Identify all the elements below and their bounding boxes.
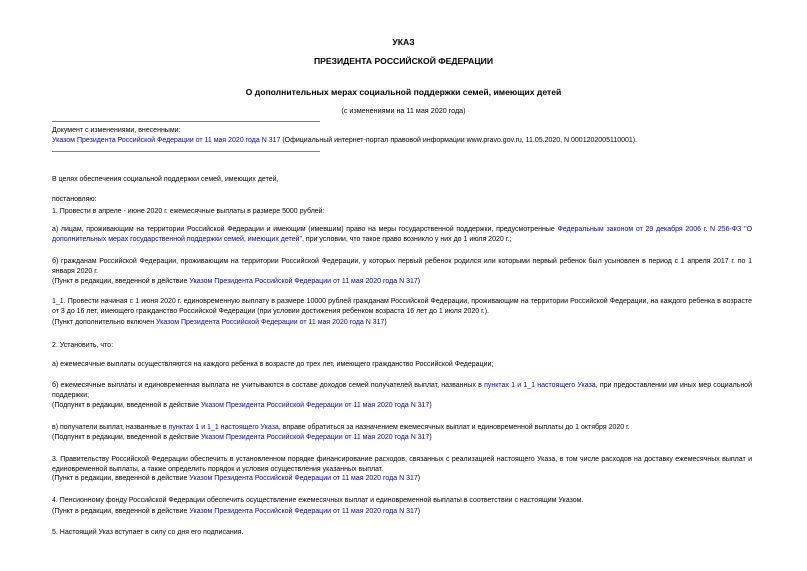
add-note-1-1: (Пункт дополнительно включен Указом Президента Российской Федерации от 11 мая 2020 года N 317) [52, 319, 387, 326]
paragraph-2a: а) ежемесячные выплаты осуществляются на каждого ребенка в возрасте до трех лет, имеющего гражданство Российской Федерации; [52, 361, 494, 368]
revision-note: (с изменениями на 11 мая 2020 года) [341, 106, 466, 115]
paragraph-1b: б) гражданам Российской Федерации, проживающим на территории Российской Федерации, у которых первый ребенок родился или которыми первый ребенок был усыновлен в период с 1 апреля 2017 г. по 1 января 2020 г. [52, 258, 752, 275]
paragraph-2b-link[interactable]: пунктах 1 и 1_1 настоящего Указа [484, 382, 596, 389]
bottom-divider [52, 151, 320, 152]
paragraph-1: 1. Провести в апреле - июне 2020 г. ежемесячные выплаты в размере 5000 рублей: [52, 208, 325, 215]
edit-note-2b-link[interactable]: Указом Президента Российской Федерации от 11 мая 2020 года N 317 [200, 402, 430, 409]
edit-note-3: (Пункт в редакции, введенной в действие Указом Президента Российской Федерации от 11 мая 2020 года N 317) [52, 475, 421, 482]
intro-text: В целях обеспечения социальной поддержки семей, имеющих детей, [52, 176, 279, 183]
paragraph-2: 2. Установить, что: [52, 342, 114, 349]
paragraph-4: 4. Пенсионному фонду Российской Федерации обеспечить осуществление ежемесячных выплат и единовременной выплаты в соответствии с настоящим Указом. [52, 497, 584, 504]
edit-note-4-link[interactable]: Указом Президента Российской Федерации от 11 мая 2020 года N 317 [189, 508, 418, 515]
paragraph-1-1: 1_1. Провести начиная с 1 июня 2020 г. единовременную выплату в размере 10000 рублей гражданам Российской Федерации, проживающим на территории Российской Федерации, на каждого ребенка в возрасте от 3 до 16 лет, имеющего гражданство Российской Федерации (при условии достижения ребенком возраста 16 лет до 1 июля 2020 г.). [52, 298, 752, 315]
amending-decree-link[interactable]: Указом Президента Российской Федерации от 11 мая 2020 года N 317 [52, 137, 281, 144]
edit-note-2c: (Подпункт в редакции, введенной в действие Указом Президента Российской Федерации от 11 мая 2020 года N 317) [52, 434, 432, 441]
edit-note-4: (Пункт в редакции, введенной в действие Указом Президента Российской Федерации от 11 мая 2020 года N 317) [52, 508, 421, 515]
decree-title: УКАЗ [392, 37, 415, 47]
paragraph-1a-tail: , при условии, что такое право возникло у них до 1 июля 2020 г.; [301, 235, 512, 243]
edit-note-1b-link[interactable]: Указом Президента Российской Федерации от 11 мая 2020 года N 317 [189, 278, 418, 285]
paragraph-2c: в) получатели выплат, названные в пунктах 1 и 1_1 настоящего Указа, вправе обратиться за назначением ежемесячных выплат и единовременной выплаты до 1 октября 2020 г. [52, 424, 630, 431]
add-note-1-1-link[interactable]: Указом Президента Российской Федерации от 11 мая 2020 года N 317 [156, 319, 385, 326]
changes-source-tail: (Официальный интернет-портал правовой информации www.pravo.gov.ru, 11.05.2020, N 0001202005110001). [280, 137, 638, 144]
edit-note-2c-link[interactable]: Указом Президента Российской Федерации от 11 мая 2020 года N 317 [200, 434, 430, 441]
changes-caption: Документ с изменениями, внесенными: [52, 127, 181, 134]
edit-note-3-link[interactable]: Указом Президента Российской Федерации от 11 мая 2020 года N 317 [189, 475, 418, 482]
paragraph-3: 3. Правительству Российской Федерации обеспечить в установленном порядке финансирование расходов, связанных с реализацией настоящего Указа, в том числе расходов на доставку ежемесячных выплат и единовременной выплаты, а также определить порядок и условия осуществления указанных выплат. [52, 456, 752, 473]
paragraph-1a [52, 225, 752, 244]
edit-note-2b: (Подпункт в редакции, введенной в действие Указом Президента Российской Федерации от 11 мая 2020 года N 317) [52, 402, 432, 409]
changes-source [52, 136, 637, 145]
paragraph-1a-text: а) лицам, проживающим на территории Российской Федерации и имеющим (имевшим) право на меры государственной поддержки, предусмотренные [52, 226, 558, 233]
top-divider [52, 121, 320, 122]
federal-law-link[interactable]: Федеральным законом от 29 декабря 2006 г. N 256-ФЗ "О дополнительных мерах государственной поддержки семей, имеющих детей" [52, 226, 753, 243]
edit-note-1b: (Пункт в редакции, введенной в действие Указом Президента Российской Федерации от 11 мая 2020 года N 317) [52, 278, 421, 285]
paragraph-2c-link[interactable]: пунктах 1 и 1_1 настоящего Указа [168, 424, 279, 431]
paragraph-2b: б) ежемесячные выплаты и единовременная выплата не учитываются в составе доходов семей получателей выплат, названных в пунктах 1 и 1_1 настоящего Указа, при предоставлении им иных мер социальной поддержки; [52, 382, 752, 399]
decree-word: постановляю: [52, 196, 97, 203]
paragraph-5: 5. Настоящий Указ вступает в силу со дня его подписания. [52, 529, 244, 536]
decree-subject: О дополнительных мерах социальной поддержки семей, имеющих детей [245, 87, 562, 97]
issuer-title: ПРЕЗИДЕНТА РОССИЙСКОЙ ФЕДЕРАЦИИ [313, 56, 494, 66]
